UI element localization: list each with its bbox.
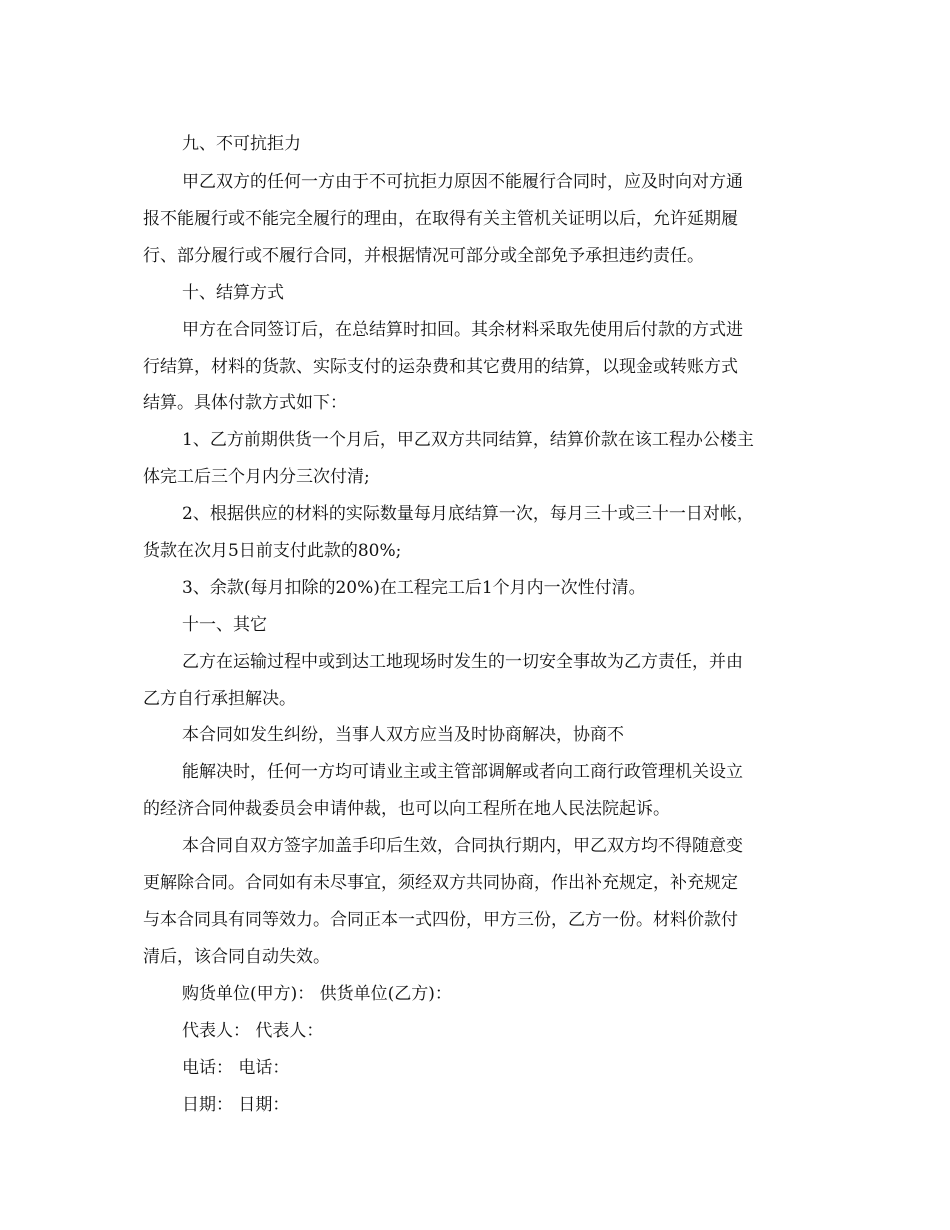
paragraph-line: 行结算，材料的货款、实际支付的运杂费和其它费用的结算，以现金或转账方式: [143, 357, 738, 377]
paragraph-line: 报不能履行或不能完全履行的理由，在取得有关主管机关证明以后，允许延期履: [143, 209, 738, 229]
signature-line-phone: 电话： 电话：: [182, 1058, 290, 1078]
section-heading: 九、不可抗拒力: [182, 134, 301, 154]
paragraph-line: 与本合同具有同等效力。合同正本一式四份，甲方三份，乙方一份。材料价款付: [143, 910, 738, 930]
section-heading: 十一、其它: [182, 615, 267, 635]
paragraph-line: 清后，该合同自动失效。: [143, 947, 330, 967]
paragraph-line: 1、乙方前期供货一个月后，甲乙双方共同结算，结算价款在该工程办公楼主: [182, 430, 754, 450]
signature-line-representative: 代表人： 代表人：: [182, 1021, 324, 1041]
section-heading: 十、结算方式: [182, 283, 284, 303]
paragraph-line: 乙方自行承担解决。: [143, 689, 296, 709]
paragraph-line: 本合同自双方签字加盖手印后生效，合同执行期内，甲乙双方均不得随意变: [182, 836, 743, 856]
signature-line-date: 日期： 日期：: [182, 1095, 290, 1115]
paragraph-line: 的经济合同仲裁委员会申请仲裁，也可以向工程所在地人民法院起诉。: [143, 799, 670, 819]
paragraph-line: 3、余款(每月扣除的20%)在工程完工后1个月内一次性付清。: [182, 578, 646, 598]
paragraph-line: 行、部分履行或不履行合同，并根据情况可部分或全部免予承担违约责任。: [143, 246, 704, 266]
paragraph-line: 乙方在运输过程中或到达工地现场时发生的一切安全事故为乙方责任，并由: [182, 652, 743, 672]
paragraph-line: 货款在次月5日前支付此款的80%;: [143, 541, 402, 561]
paragraph-line: 更解除合同。合同如有未尽事宜，须经双方共同协商，作出补充规定，补充规定: [143, 873, 738, 893]
paragraph-line: 能解决时，任何一方均可请业主或主管部调解或者向工商行政管理机关设立: [182, 762, 743, 782]
paragraph-line: 体完工后三个月内分三次付清;: [143, 467, 370, 487]
paragraph-line: 甲乙双方的任何一方由于不可抗拒力原因不能履行合同时，应及时向对方通: [182, 172, 743, 192]
paragraph-line: 结算。具体付款方式如下：: [143, 393, 347, 413]
signature-line-units: 购货单位(甲方)： 供货单位(乙方)：: [182, 984, 452, 1004]
paragraph-line: 2、根据供应的材料的实际数量每月底结算一次，每月三十或三十一日对帐，: [182, 504, 754, 524]
paragraph-line: 本合同如发生纠纷，当事人双方应当及时协商解决，协商不: [182, 725, 624, 745]
paragraph-line: 甲方在合同签订后，在总结算时扣回。其余材料采取先使用后付款的方式进: [182, 320, 743, 340]
